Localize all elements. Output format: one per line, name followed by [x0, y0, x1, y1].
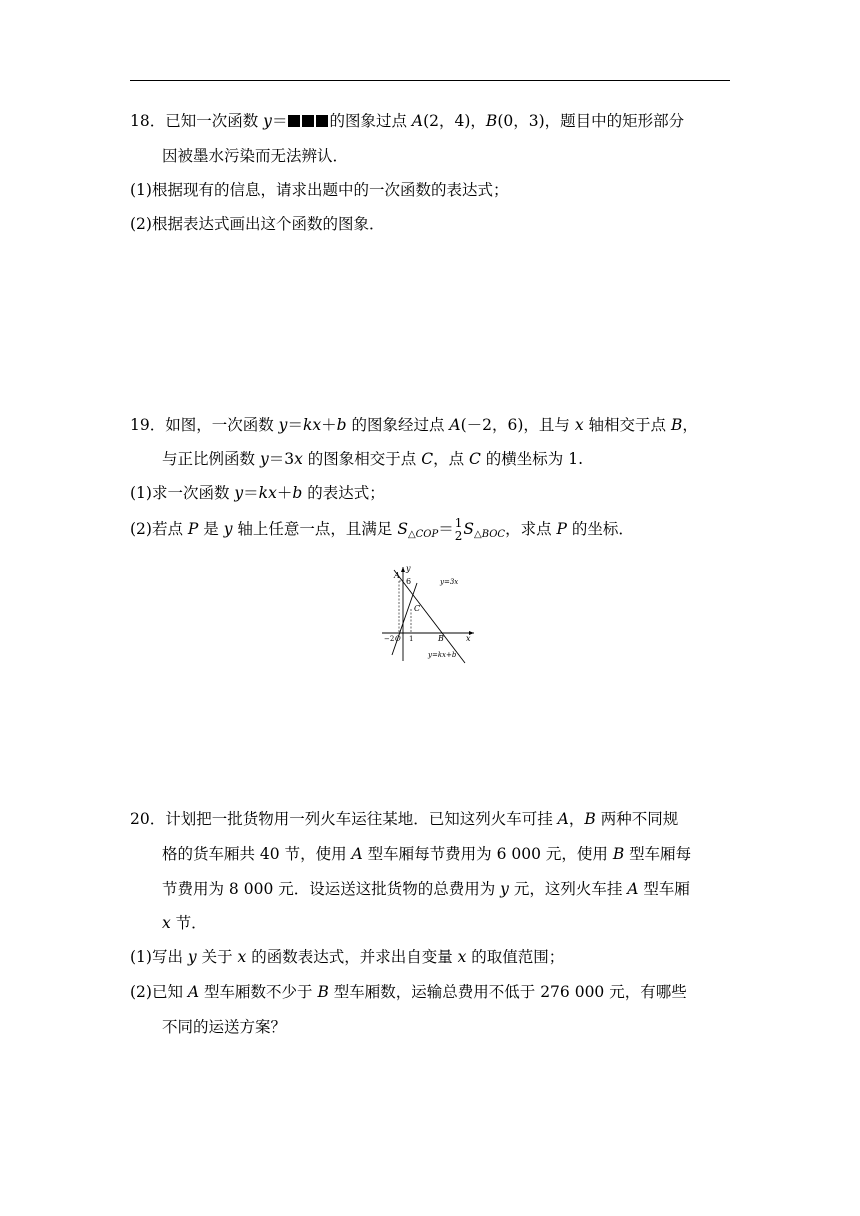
q18-line-2: 因被墨水污染而无法辨认．: [162, 147, 349, 165]
label-y: y: [406, 565, 411, 573]
q20-line-4: x 节．: [162, 914, 207, 932]
q18-part-1: (1)根据现有的信息，请求出题中的一次函数的表达式；: [130, 181, 509, 199]
label-neg2: −2: [384, 635, 395, 643]
label-A: A: [394, 571, 400, 580]
label-C: C: [414, 604, 421, 613]
label-y-eq-3x: y=3x: [440, 578, 459, 586]
q19-function-graph: [380, 565, 480, 665]
fraction-one-half: 1 2: [454, 516, 463, 543]
q20-part-2-cont: 不同的运送方案？: [162, 1018, 287, 1036]
q18-line-1: 18．已知一次函数 y＝ 的图象过点 A(2，4)，B(0，3)，题目中的矩形部分: [130, 112, 685, 130]
q19-line-2: 与正比例函数 y＝3x 的图象相交于点 C，点 C 的横坐标为 1.: [162, 450, 584, 468]
ink-blot-3: [316, 115, 328, 127]
q20-line-1: 20．计划把一批货物用一列火车运往某地．已知这列火车可挂 A，B 两种不同规: [130, 810, 679, 828]
q18-part-2: (2)根据表达式画出这个函数的图象．: [130, 215, 385, 233]
label-1: 1: [409, 635, 414, 643]
line-3x: [392, 583, 417, 655]
q18-number: 18．: [130, 112, 166, 130]
q19-line-1: 19．如图，一次函数 y＝kx＋b 的图象经过点 A(－2，6)，且与 x 轴相交于点 B，: [130, 416, 698, 434]
y-axis-arrow: [401, 567, 405, 572]
label-y-eq-kx-plus-b: y=kx+b: [428, 651, 457, 659]
ink-blot-2: [302, 115, 314, 127]
label-B: B: [438, 634, 444, 643]
q20-line-2: 格的货车厢共 40 节，使用 A 型车厢每节费用为 6 000 元，使用 B 型车厢每: [162, 845, 692, 863]
header-rule: [130, 80, 730, 81]
label-x: x: [466, 634, 471, 643]
q19-part-1: (1)求一次函数 y＝kx＋b 的表达式；: [130, 484, 385, 502]
ink-blot-1: [288, 115, 300, 127]
q20-part-2: (2)已知 A 型车厢数不少于 B 型车厢数，运输总费用不低于 276 000 元，有哪些: [130, 983, 687, 1001]
q19-number: 19．: [130, 416, 166, 434]
q19-part-2: (2)若点 P 是 y 轴上任意一点，且满足 $S_{\triangle COP}=$ 1 2 $S_{\triangle BOC}$，求点 P 的坐标．: [130, 516, 634, 543]
q20-number: 20．: [130, 810, 166, 828]
q20-line-3: 节费用为 8 000 元．设运送这批货物的总费用为 y 元，这列火车挂 A 型车厢: [162, 880, 690, 898]
label-6: 6: [406, 577, 412, 586]
label-O: O: [395, 635, 401, 643]
q20-part-1: (1)写出 y 关于 x 的函数表达式，并求出自变量 x 的取值范围；: [130, 948, 565, 966]
